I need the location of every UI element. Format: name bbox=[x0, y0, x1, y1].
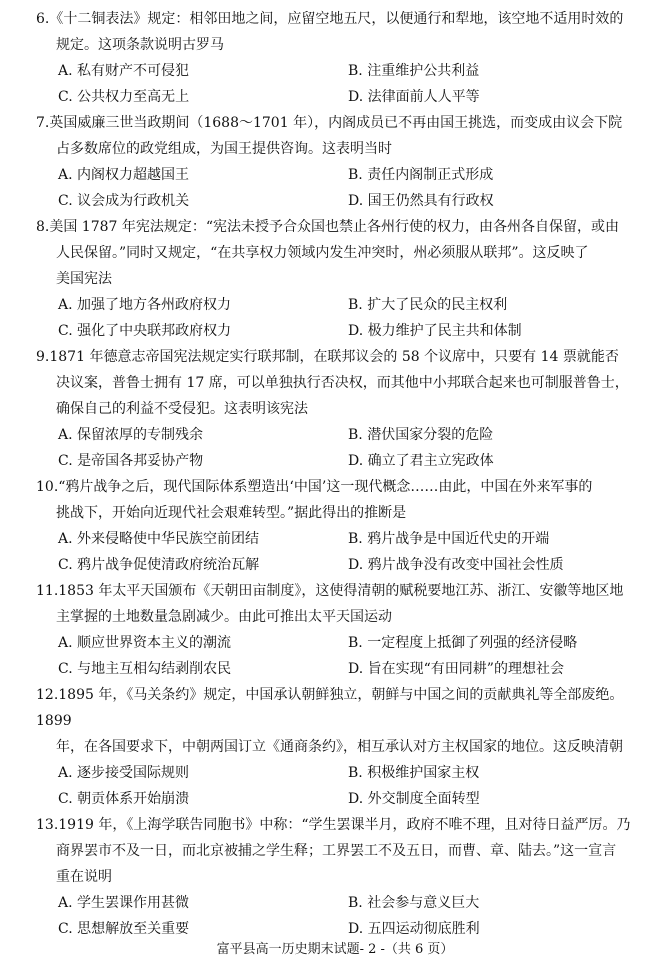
question-block bbox=[36, 344, 656, 474]
answer-option-c: C. 是帝国各邦妥协产物 bbox=[58, 453, 204, 469]
question-number: 7. bbox=[36, 115, 50, 131]
question-number: 8. bbox=[36, 219, 50, 235]
question-text-line: 决议案，普鲁士拥有 17 席，可以单独执行否决权，而其他中小邦联合起来也可制服普鲁士， bbox=[56, 375, 629, 391]
answer-option-d: D. 五四运动彻底胜利 bbox=[348, 921, 480, 937]
question-text-line: 《十二铜表法》规定：相邻田地之间，应留空地五尺，以便通行和犁地，该空地不适用时效的 bbox=[49, 11, 624, 27]
answer-option-a: A. 外来侵略使中华民族空前团结 bbox=[58, 531, 260, 547]
question-block bbox=[36, 682, 656, 812]
question-block bbox=[36, 6, 656, 110]
question-text-line: 1853 年太平天国颁布《天朝田亩制度》，这使得清朝的赋税要地江苏、浙江、安徽等地区地 bbox=[58, 583, 624, 599]
question-number: 12. bbox=[36, 687, 59, 703]
answer-option-c: C. 鸦片战争促使清政府统治瓦解 bbox=[58, 557, 260, 573]
question-text-line: 挑战下，开始向近现代社会艰难转型。”据此得出的推断是 bbox=[56, 505, 407, 521]
question-text-line: 1871 年德意志帝国宪法规定实行联邦制，在联邦议会的 58 个议席中，只要有 14 票就能否 bbox=[49, 349, 619, 365]
answer-option-b: B. 一定程度上抵御了列强的经济侵略 bbox=[348, 635, 578, 651]
question-text-line: 1919 年，《上海学联告同胞书》中称：“学生罢课半月，政府不唯不理，且对待日益严厉。乃 bbox=[58, 817, 631, 833]
question-text-line: 年，在各国要求下，中朝两国订立《通商条约》，相互承认对方主权国家的地位。这反映清朝 bbox=[56, 739, 623, 755]
answer-option-b: B. 社会参与意义巨大 bbox=[348, 895, 480, 911]
answer-option-a: A. 内阁权力超越国王 bbox=[58, 167, 190, 183]
question-number: 10. bbox=[36, 479, 59, 495]
answer-options bbox=[36, 422, 656, 474]
answer-options bbox=[36, 760, 656, 812]
answer-option-b: B. 扩大了民众的民主权利 bbox=[348, 297, 508, 313]
question-stem bbox=[36, 344, 656, 422]
question-text-line: 规定。这项条款说明古罗马 bbox=[56, 37, 224, 53]
answer-option-c: C. 议会成为行政机关 bbox=[58, 193, 190, 209]
question-stem bbox=[36, 682, 656, 760]
question-block bbox=[36, 812, 656, 942]
answer-option-d: D. 鸦片战争没有改变中国社会性质 bbox=[348, 557, 564, 573]
answer-option-c: C. 与地主互相勾结剥削农民 bbox=[58, 661, 232, 677]
question-text-line: “鸦片战争之后，现代国际体系塑造出‘中国’这一现代概念……由此，中国在外来军事的 bbox=[58, 479, 593, 495]
question-text-line: 占多数席位的政党组成，为国王提供咨询。这表明当时 bbox=[56, 141, 392, 157]
answer-option-a: A. 逐步接受国际规则 bbox=[58, 765, 190, 781]
page-footer: 富平县高一历史期末试题- 2 -（共 6 页） bbox=[216, 942, 454, 957]
question-stem bbox=[36, 578, 656, 630]
answer-option-b: B. 责任内阁制正式形成 bbox=[348, 167, 494, 183]
question-stem bbox=[36, 110, 656, 162]
answer-options bbox=[36, 526, 656, 578]
question-number: 11. bbox=[36, 583, 59, 599]
question-text-line: 英国威廉三世当政期间（1688～1701 年），内阁成员已不再由国王挑选，而变成由议会下院 bbox=[49, 115, 623, 131]
answer-option-b: B. 积极维护国家主权 bbox=[348, 765, 480, 781]
answer-option-d: D. 国王仍然具有行政权 bbox=[348, 193, 494, 209]
answer-option-d: D. 确立了君主立宪政体 bbox=[348, 453, 494, 469]
answer-options bbox=[36, 890, 656, 942]
question-text-line: 商界罢市不及一日，而北京被捕之学生释；工界罢工不及五日，而曹、章、陆去。”这一宣言 bbox=[56, 843, 617, 859]
question-block bbox=[36, 474, 656, 578]
question-number: 9. bbox=[36, 349, 50, 365]
question-block bbox=[36, 110, 656, 214]
answer-option-a: A. 私有财产不可侵犯 bbox=[58, 63, 190, 79]
answer-option-a: A. 保留浓厚的专制残余 bbox=[58, 427, 204, 443]
exam-page bbox=[36, 6, 656, 942]
question-block bbox=[36, 214, 656, 344]
answer-option-a: A. 学生罢课作用甚微 bbox=[58, 895, 190, 911]
question-stem bbox=[36, 812, 656, 890]
question-stem bbox=[36, 6, 656, 58]
question-text-line: 1895 年，《马关条约》规定，中国承认朝鲜独立，朝鲜与中国之间的贡献典礼等全部废绝。1899 bbox=[36, 687, 624, 729]
question-text-line: 确保自己的利益不受侵犯。这表明该宪法 bbox=[56, 401, 308, 417]
answer-option-c: C. 公共权力至高无上 bbox=[58, 89, 190, 105]
question-number: 13. bbox=[36, 817, 59, 833]
answer-option-a: A. 顺应世界资本主义的潮流 bbox=[58, 635, 232, 651]
answer-option-c: C. 强化了中央联邦政府权力 bbox=[58, 323, 232, 339]
question-text-line: 美国宪法 bbox=[56, 271, 112, 287]
answer-option-b: B. 潜伏国家分裂的危险 bbox=[348, 427, 494, 443]
answer-options bbox=[36, 162, 656, 214]
answer-option-d: D. 法律面前人人平等 bbox=[348, 89, 480, 105]
answer-options bbox=[36, 58, 656, 110]
question-text-line: 主掌握的土地数量急剧减少。由此可推出太平天国运动 bbox=[56, 609, 392, 625]
answer-option-a: A. 加强了地方各州政府权力 bbox=[58, 297, 232, 313]
question-block bbox=[36, 578, 656, 682]
question-number: 6. bbox=[36, 11, 50, 27]
answer-option-d: D. 旨在实现“有田同耕”的理想社会 bbox=[348, 661, 564, 677]
answer-option-d: D. 极力维护了民主共和体制 bbox=[348, 323, 522, 339]
answer-options bbox=[36, 630, 656, 682]
answer-option-c: C. 思想解放至关重要 bbox=[58, 921, 190, 937]
answer-option-c: C. 朝贡体系开始崩溃 bbox=[58, 791, 190, 807]
question-text-line: 人民保留。”同时又规定，“在共享权力领域内发生冲突时，州必须服从联邦”。这反映了 bbox=[56, 245, 589, 261]
answer-option-b: B. 鸦片战争是中国近代史的开端 bbox=[348, 531, 550, 547]
question-stem bbox=[36, 474, 656, 526]
answer-options bbox=[36, 292, 656, 344]
question-text-line: 重在说明 bbox=[56, 869, 112, 885]
answer-option-d: D. 外交制度全面转型 bbox=[348, 791, 480, 807]
question-stem bbox=[36, 214, 656, 292]
answer-option-b: B. 注重维护公共利益 bbox=[348, 63, 480, 79]
question-text-line: 美国 1787 年宪法规定：“宪法未授予合众国也禁止各州行使的权力，由各州各自保留，或由 bbox=[49, 219, 620, 235]
